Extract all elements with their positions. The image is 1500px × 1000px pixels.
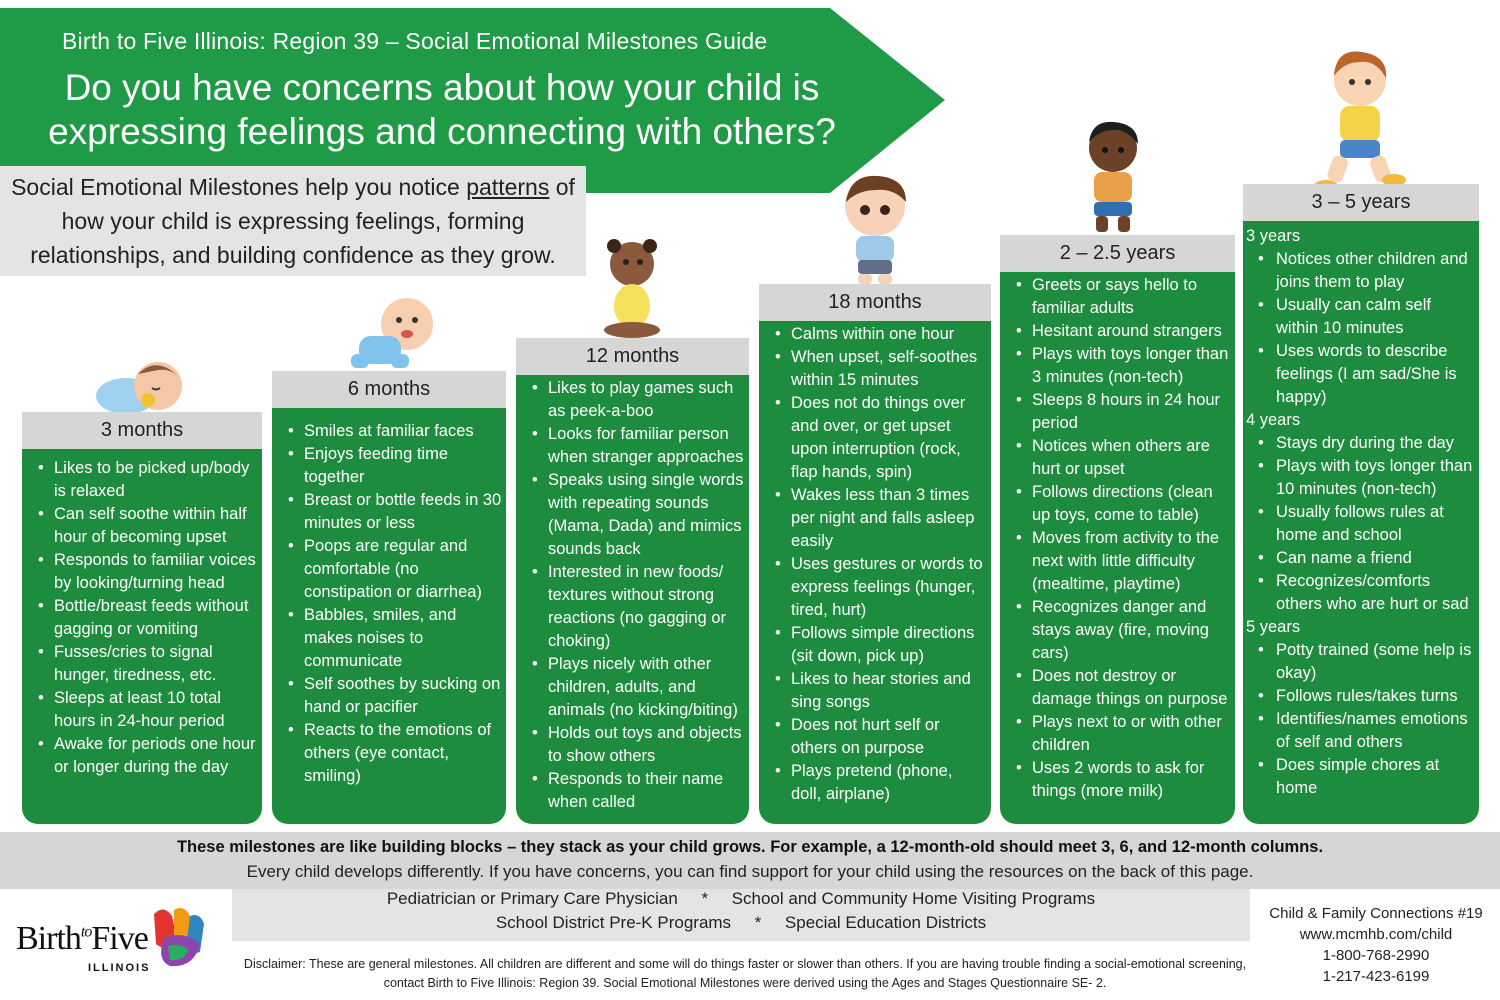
list-item: • Fusses/cries to signal hunger, tiredness, etc. (32, 641, 258, 687)
list-item: • Uses words to describe feelings (I am sad/She is happy) (1246, 340, 1475, 409)
contact-phone-2: 1-217-423-6199 (1322, 968, 1430, 985)
list-item: • Uses gestures or words to express feelings (hunger, tired, hurt) (769, 553, 987, 622)
contact-website[interactable]: www.mcmhb.com/child (1299, 926, 1453, 943)
list-item: • Enjoys feeding time together (282, 443, 502, 489)
column-body (1000, 272, 1235, 824)
milestone-column-18-months (759, 284, 991, 824)
milestone-column-12-months (516, 338, 749, 824)
milestone-column-6-months (272, 371, 506, 824)
contact-org: Child & Family Connections #19 (1269, 905, 1483, 922)
column-heading: 18 months (759, 284, 991, 321)
list-item: • Poops are regular and comfortable (no constipation or diarrhea) (282, 535, 502, 604)
list-item: • Holds out toys and objects to show others (526, 722, 745, 768)
list-item: • Plays nicely with other children, adults, and animals (no kicking/biting) (526, 653, 745, 722)
milestone-list (769, 323, 987, 806)
list-item: • Does not hurt self or others on purpose (769, 714, 987, 760)
list-item: • Potty trained (some help is okay) (1246, 639, 1475, 685)
crawling-baby-illustration (345, 296, 440, 374)
list-item: • Usually follows rules at home and school (1246, 501, 1475, 547)
toddler-boy-illustration (838, 172, 913, 286)
birth-to-five-logo (14, 902, 214, 982)
list-item: • Sleeps 8 hours in 24 hour period (1010, 389, 1231, 435)
list-item: • Looks for familiar person when stranger approaches (526, 423, 745, 469)
list-item: • Can name a friend (1246, 547, 1475, 570)
sleeping-baby-illustration (92, 358, 192, 420)
intro-underlined-word: patterns (466, 174, 550, 200)
banner-subtitle: Birth to Five Illinois: Region 39 – Social Emotional Milestones Guide (62, 28, 768, 54)
list-item: • Hesitant around strangers (1010, 320, 1231, 343)
list-item: • When upset, self-soothes within 15 minutes (769, 346, 987, 392)
list-item: • Follows directions (clean up toys, come to table) (1010, 481, 1231, 527)
list-item: • Notices when others are hurt or upset (1010, 435, 1231, 481)
milestone-column-3-5-years (1243, 184, 1479, 824)
list-item: • Usually can calm self within 10 minutes (1246, 294, 1475, 340)
list-item: • Does not destroy or damage things on purpose (1010, 665, 1231, 711)
milestone-list (282, 420, 502, 788)
list-item: • Plays with toys longer than 10 minutes (non-tech) (1246, 455, 1475, 501)
list-item: • Speaks using single words with repeating sounds (Mama, Dada) and mimics sounds back (526, 469, 745, 561)
resources-line-1: Pediatrician or Primary Care Physician * School and Community Home Visiting Programs (386, 889, 1096, 908)
list-item: • Plays pretend (phone, doll, airplane) (769, 760, 987, 806)
disclaimer: Disclaimer: These are general milestones. All children are different and some will do things faster or slower than others. If you are having trouble finding a social-emotional screening, contact Birth to Five Illinois: Region 39. Social Emotional Milestones were derived using the Ages and Stages Questionnaire SE- 2. (243, 957, 1247, 990)
list-item: • Wakes less than 3 times per night and falls asleep easily (769, 484, 987, 553)
logo-wordmark: Birth$^{to}$Five (16, 920, 148, 957)
column-body (22, 449, 262, 824)
list-item: • Responds to their name when called (526, 768, 745, 814)
page-title: Do you have concerns about how your child is expressing feelings and connecting with others? (48, 67, 836, 152)
column-body (272, 408, 506, 824)
list-item: • Follows simple directions (sit down, pick up) (769, 622, 987, 668)
running-child-illustration (1310, 48, 1410, 194)
milestone-list (1246, 248, 1475, 409)
building-blocks-note: These milestones are like building blocks – they stack as your child grows. For example, a 12-month-old should meet 3, 6, and 12-month columns. (176, 838, 1324, 856)
list-item: • Does not do things over and over, or get upset upon interruption (rock, flap hands, spin) (769, 392, 987, 484)
milestone-list (1246, 432, 1475, 616)
intro-text-part2: of how your child is expressing feelings, forming relationships, and building confidence as they grow. (30, 174, 575, 268)
list-item: • Notices other children and joins them to play (1246, 248, 1475, 294)
column-body (759, 321, 991, 824)
list-item: • Moves from activity to the next with little difficulty (mealtime, playtime) (1010, 527, 1231, 596)
milestone-list (1246, 639, 1475, 800)
age-group-label: 4 years (1246, 411, 1301, 429)
list-item: • Smiles at familiar faces (282, 420, 502, 443)
column-heading: 12 months (516, 338, 749, 375)
column-heading: 2 – 2.5 years (1000, 235, 1235, 272)
list-item: • Greets or says hello to familiar adults (1010, 274, 1231, 320)
list-item: • Plays next to or with other children (1010, 711, 1231, 757)
intro-text-part1: Social Emotional Milestones help you notice (11, 174, 467, 200)
column-body (1243, 221, 1479, 824)
column-heading: 6 months (272, 371, 506, 408)
resources-box (232, 889, 1250, 941)
list-item: • Can self soothe within half hour of becoming upset (32, 503, 258, 549)
list-item: • Sleeps at least 10 total hours in 24-hour period (32, 687, 258, 733)
milestone-list (32, 457, 258, 779)
milestone-list (1010, 274, 1231, 803)
age-group-label: 5 years (1246, 618, 1301, 636)
list-item: • Likes to hear stories and sing songs (769, 668, 987, 714)
list-item: • Recognizes danger and stays away (fire, moving cars) (1010, 596, 1231, 665)
sitting-girl-illustration (596, 236, 666, 340)
intro-box (0, 166, 586, 276)
list-item: • Likes to be picked up/body is relaxed (32, 457, 258, 503)
list-item: • Self soothes by sucking on hand or pacifier (282, 673, 502, 719)
column-heading: 3 – 5 years (1243, 184, 1479, 221)
list-item: • Stays dry during the day (1246, 432, 1475, 455)
resources-line-2: School District Pre-K Programs * Special Education Districts (495, 913, 987, 932)
list-item: • Follows rules/takes turns (1246, 685, 1475, 708)
contact-phone-1: 1-800-768-2990 (1322, 947, 1430, 964)
list-item: • Babbles, smiles, and makes noises to communicate (282, 604, 502, 673)
list-item: • Recognizes/comforts others who are hurt or sad (1246, 570, 1475, 616)
milestone-column-2-years (1000, 235, 1235, 824)
list-item: • Responds to familiar voices by looking/turning head (32, 549, 258, 595)
list-item: • Likes to play games such as peek-a-boo (526, 377, 745, 423)
list-item: • Uses 2 words to ask for things (more milk) (1010, 757, 1231, 803)
column-heading: 3 months (22, 412, 262, 449)
list-item: • Calms within one hour (769, 323, 987, 346)
list-item: • Reacts to the emotions of others (eye contact, smiling) (282, 719, 502, 788)
age-group-label: 3 years (1246, 227, 1301, 245)
milestone-column-3-months (22, 412, 262, 824)
list-item: • Breast or bottle feeds in 30 minutes or less (282, 489, 502, 535)
list-item: • Identifies/names emotions of self and others (1246, 708, 1475, 754)
milestone-list (526, 377, 745, 814)
column-body (516, 375, 749, 824)
walking-boy-illustration (1082, 118, 1144, 236)
list-item: • Interested in new foods/ textures without strong reactions (no gagging or choking) (526, 561, 745, 653)
logo-state-label: ILLINOIS (88, 962, 151, 974)
list-item: • Bottle/breast feeds without gagging or vomiting (32, 595, 258, 641)
list-item: • Plays with toys longer than 3 minutes (non-tech) (1010, 343, 1231, 389)
list-item: • Does simple chores at home (1246, 754, 1475, 800)
list-item: • Awake for periods one hour or longer during the day (32, 733, 258, 779)
contact-info (1252, 903, 1500, 987)
development-note: Every child develops differently. If you have concerns, you can find support for your child using the resources on the back of this page. (246, 862, 1254, 881)
